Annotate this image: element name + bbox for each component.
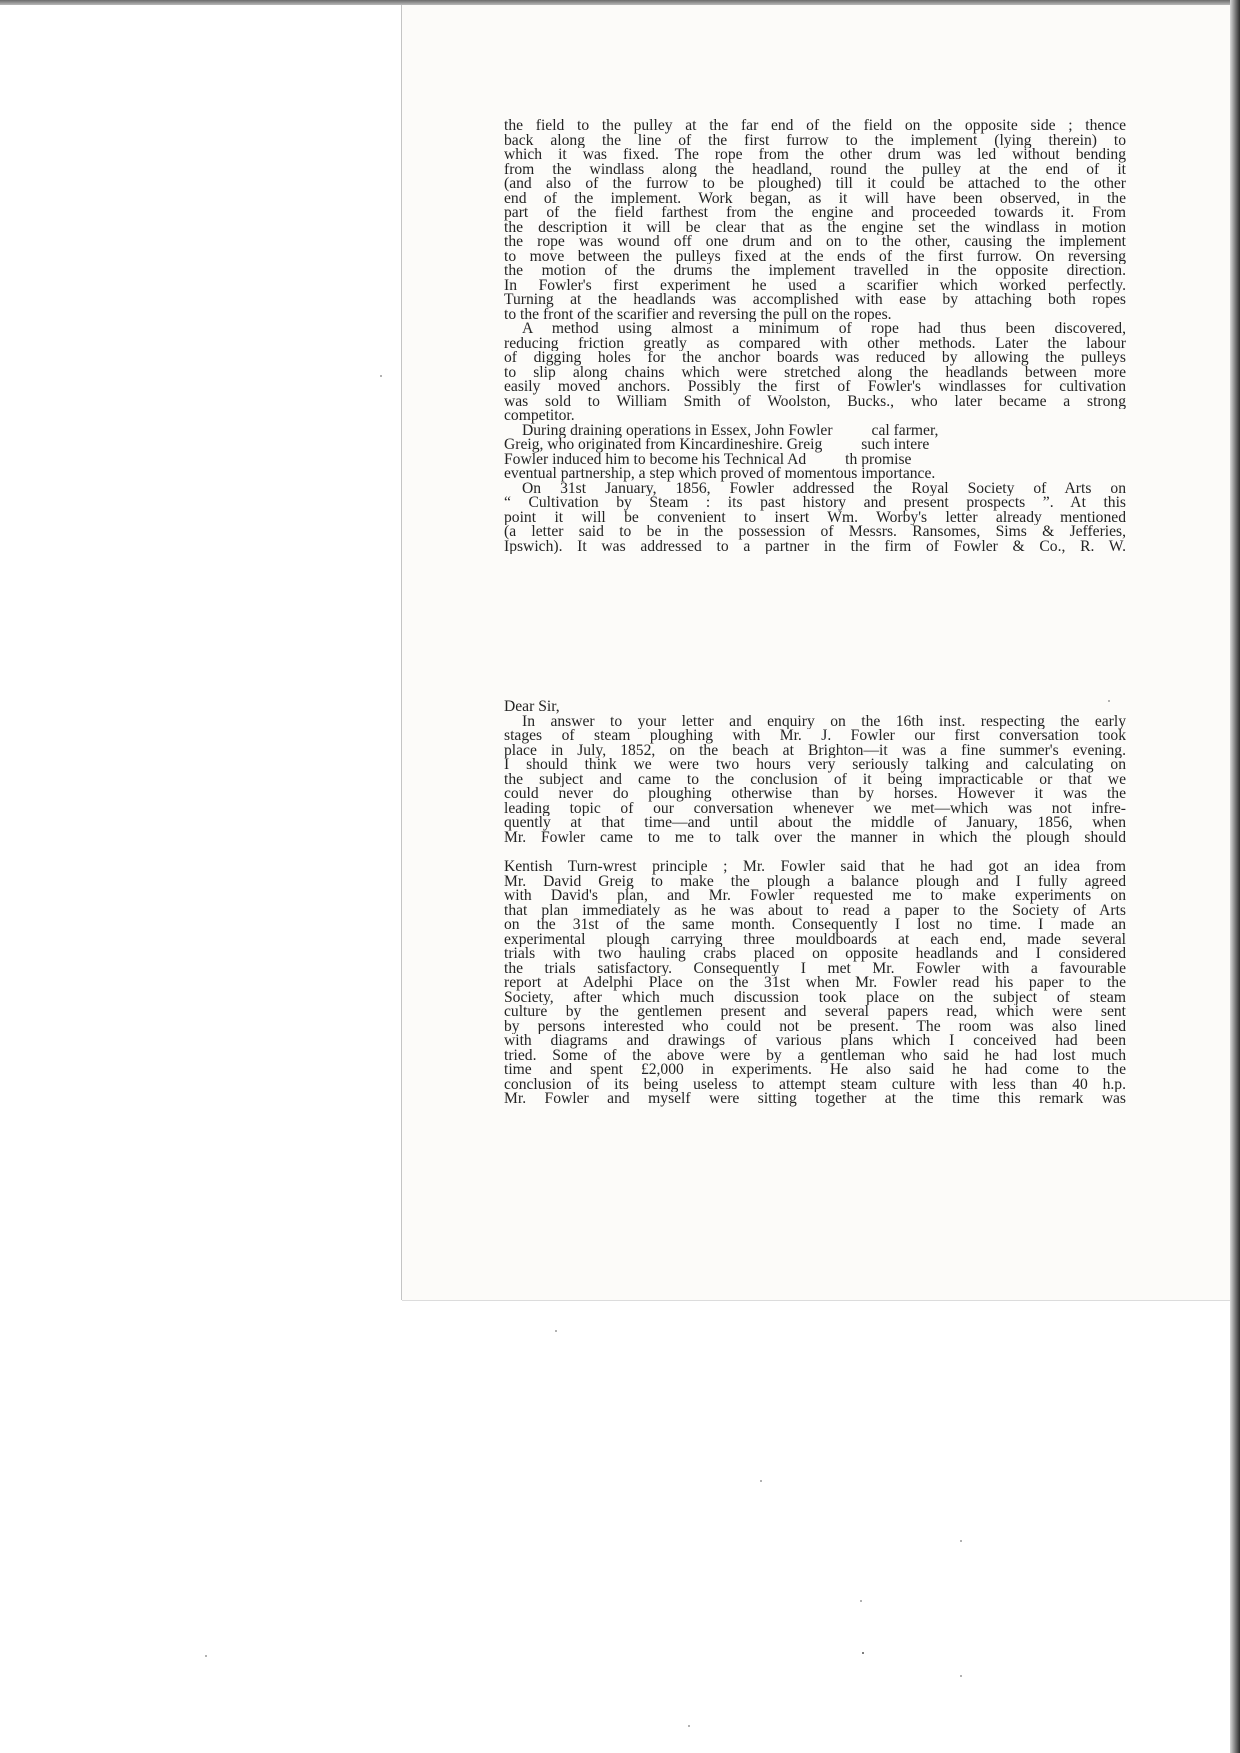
scan-speck — [1108, 700, 1110, 702]
text-line: end of the implement. Work began, as it will have been observed, in the — [504, 191, 1126, 206]
text-line: the subject and came to the conclusion of it being impracticable or that we — [504, 772, 1126, 787]
text-line: Turning at the headlands was accomplished with ease by attaching both ropes — [504, 293, 1126, 308]
text-line: trials with two hauling crabs placed on opposite headlands and I considered — [504, 947, 1126, 962]
text-line: reducing friction greatly as compared with other methods. Later the labour — [504, 336, 1126, 351]
text-line: Fowler induced him to become his Technical Ad th promise — [504, 452, 912, 467]
text-line: conclusion of its being useless to attempt steam culture with less than 40 h.p. — [504, 1077, 1126, 1092]
scan-speck — [860, 1600, 862, 1602]
text-line: point it will be convenient to insert Wm. Worby's letter already mentioned — [504, 510, 1126, 525]
scan-speck — [380, 375, 382, 377]
text-line: During draining operations in Essex, John Fowler cal farmer, — [522, 423, 939, 438]
text-line: Ipswich). It was addressed to a partner in the firm of Fowler & Co., R. W. — [504, 539, 1126, 554]
text-line: I should think we were two hours very seriously talking and calculating on — [504, 758, 1126, 773]
text-line: could never do ploughing otherwise than by horses. However it was the — [504, 787, 1126, 802]
scan-right-edge — [1230, 0, 1240, 1753]
text-line: the field to the pulley at the far end of the field on the opposite side ; thence — [504, 119, 1126, 134]
text-line: A method using almost a minimum of rope had thus been discovered, — [522, 322, 1126, 337]
text-line: Society, after which much discussion took place on the subject of steam — [504, 990, 1126, 1005]
text-line: Kentish Turn-wrest principle ; Mr. Fowler said that he had got an idea from — [504, 860, 1126, 875]
text-line: In Fowler's first experiment he used a scarifier which worked perfectly. — [504, 278, 1126, 293]
letter-salutation: Dear Sir, — [504, 700, 560, 715]
scan-speck — [960, 1540, 962, 1542]
scan-speck — [862, 1652, 864, 1654]
text-line: the rope was wound off one drum and on to the other, causing the implement — [504, 235, 1126, 250]
scan-speck — [688, 1725, 690, 1727]
text-line: Mr. David Greig to make the plough a balance plough and I fully agreed — [504, 874, 1126, 889]
text-line: experimental plough carrying three mouldboards at each end, made several — [504, 932, 1126, 947]
text-line: “ Cultivation by Steam : its past history and present prospects ”. At this — [504, 496, 1126, 511]
text-line: eventual partnership, a step which proved of momentous importance. — [504, 467, 936, 482]
text-line: On 31st January, 1856, Fowler addressed the Royal Society of Arts on — [522, 481, 1126, 496]
text-line: from the windlass along the headland, round the pulley at the end of it — [504, 162, 1126, 177]
text-line: to slip along chains which were stretched along the headlands between more — [504, 365, 1126, 380]
text-line: (and also of the furrow to be ploughed) till it could be attached to the other — [504, 177, 1126, 192]
scan-speck — [205, 1655, 207, 1657]
text-line: back along the line of the first furrow to the implement (lying therein) to — [504, 133, 1126, 148]
text-line: competitor. — [504, 409, 575, 424]
text-line: was sold to William Smith of Woolston, Bucks., who later became a strong — [504, 394, 1126, 409]
letter-text-block — [504, 700, 1126, 845]
text-line: which it was fixed. The rope from the other drum was led without bending — [504, 148, 1126, 163]
text-line: that plan immediately as he was about to read a paper to the Society of Arts — [504, 903, 1126, 918]
text-line: Mr. Fowler and myself were sitting together at the time this remark was — [504, 1092, 1126, 1107]
text-line: the trials satisfactory. Consequently I met Mr. Fowler with a favourable — [504, 961, 1126, 976]
text-line: (a letter said to be in the possession of Messrs. Ransomes, Sims & Jefferies, — [504, 525, 1126, 540]
text-line: place in July, 1852, on the beach at Brighton—it was a fine summer's evening. — [504, 743, 1126, 758]
text-line: with David's plan, and Mr. Fowler requested me to make experiments on — [504, 889, 1126, 904]
text-line: time and spent £2,000 in experiments. He also said he had come to the — [504, 1063, 1126, 1078]
text-line: quently at that time—and until about the middle of January, 1856, when — [504, 816, 1126, 831]
text-line: report at Adelphi Place on the 31st when Mr. Fowler read his paper to the — [504, 976, 1126, 991]
scan-speck — [960, 1675, 962, 1677]
scan-speck — [760, 1480, 762, 1482]
text-line: by persons interested who could not be present. The room was also lined — [504, 1019, 1126, 1034]
text-line: part of the field farthest from the engine and proceeded towards it. From — [504, 206, 1126, 221]
body-text-block — [504, 119, 1126, 554]
text-line: culture by the gentlemen present and several papers read, which were sent — [504, 1005, 1126, 1020]
letter-continuation-block — [504, 860, 1126, 1107]
scan-speck — [555, 1330, 557, 1332]
text-line: on the 31st of the same month. Consequently I lost no time. I made an — [504, 918, 1126, 933]
text-line: with diagrams and drawings of various plans which I conceived had been — [504, 1034, 1126, 1049]
text-line: the description it will be clear that as the engine set the windlass in motion — [504, 220, 1126, 235]
text-line: Mr. Fowler came to me to talk over the manner in which the plough should — [504, 830, 1126, 845]
text-line: leading topic of our conversation whenever we met—which was not infre- — [504, 801, 1126, 816]
text-line: the motion of the drums the implement travelled in the opposite direction. — [504, 264, 1126, 279]
text-line: easily moved anchors. Possibly the first of Fowler's windlasses for cultivation — [504, 380, 1126, 395]
text-line: tried. Some of the above were by a gentleman who said he had lost much — [504, 1048, 1126, 1063]
text-line: to move between the pulleys fixed at the ends of the first furrow. On reversing — [504, 249, 1126, 264]
text-line: to the front of the scarifier and reversing the pull on the ropes. — [504, 307, 892, 322]
text-line: stages of steam ploughing with Mr. J. Fowler our first conversation took — [504, 729, 1126, 744]
text-line: Greig, who originated from Kincardineshire. Greig such intere — [504, 438, 930, 453]
text-line: of digging holes for the anchor boards was reduced by allowing the pulleys — [504, 351, 1126, 366]
text-line: In answer to your letter and enquiry on the 16th inst. respecting the early — [522, 714, 1126, 729]
